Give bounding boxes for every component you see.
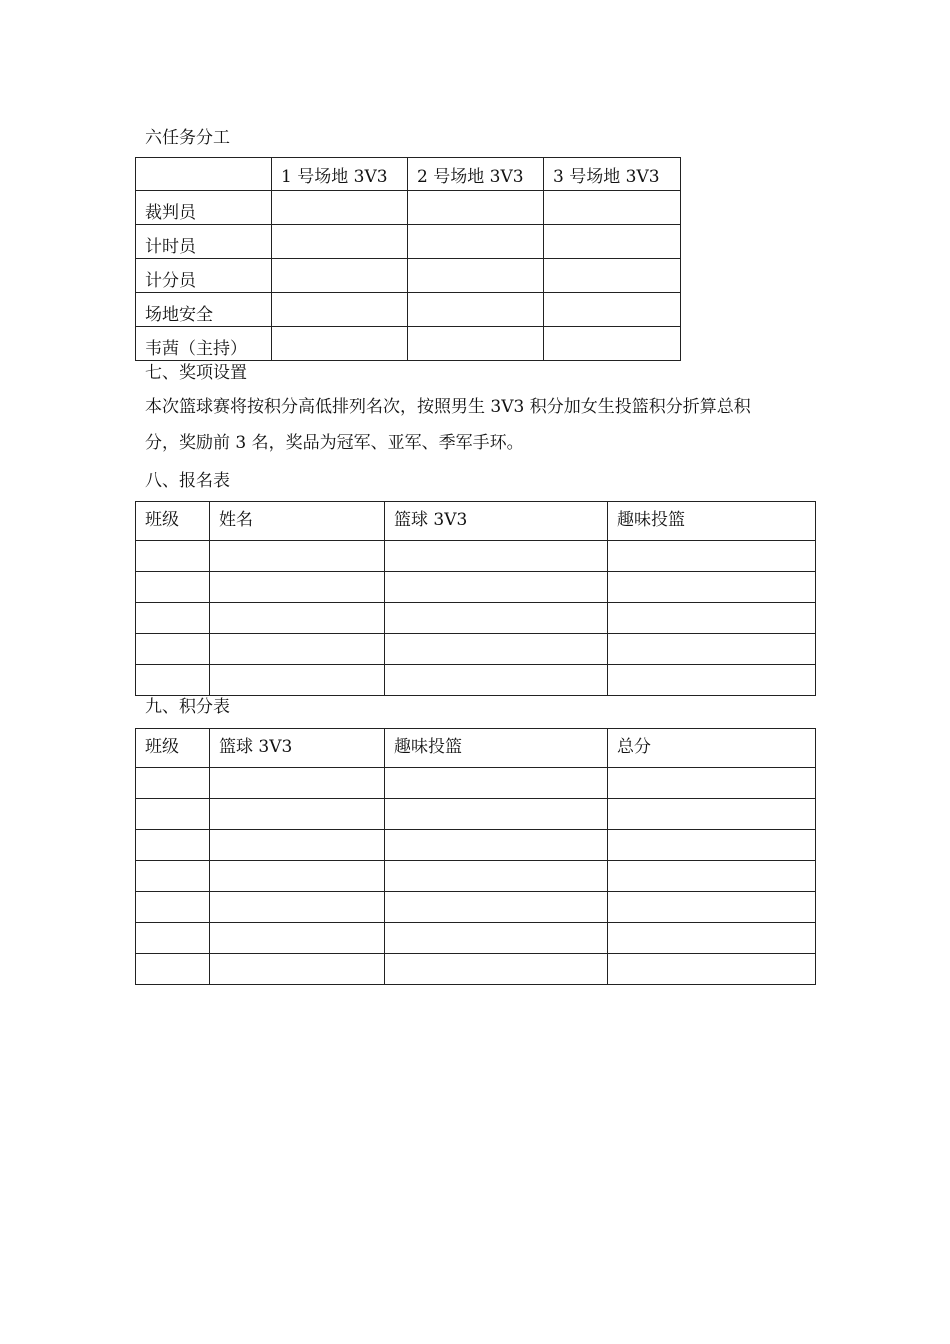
table-cell[interactable] (608, 665, 816, 696)
row-label-scorekeeper: 计分员 (136, 259, 272, 293)
table-cell[interactable] (544, 293, 681, 327)
header-cell-shooting: 趣味投篮 (608, 502, 816, 541)
table-cell[interactable] (544, 259, 681, 293)
table-row (136, 327, 681, 361)
section-7-title: 七、奖项设置 (145, 363, 247, 383)
header-cell-name: 姓名 (210, 502, 385, 541)
table-header-row (136, 729, 816, 768)
table-cell[interactable] (210, 830, 385, 861)
table-cell[interactable] (408, 225, 544, 259)
table-cell[interactable] (272, 259, 408, 293)
table-cell[interactable] (210, 892, 385, 923)
table-cell[interactable] (136, 572, 210, 603)
table-row (136, 954, 816, 985)
table-cell[interactable] (210, 799, 385, 830)
table-row (136, 634, 816, 665)
table-cell[interactable] (210, 861, 385, 892)
table-cell[interactable] (385, 541, 608, 572)
registration-table (135, 501, 816, 696)
table-cell[interactable] (608, 861, 816, 892)
table-cell[interactable] (385, 954, 608, 985)
table-row (136, 572, 816, 603)
table-row (136, 259, 681, 293)
section-6-title: 六任务分工 (145, 128, 230, 148)
table-header-row (136, 158, 681, 191)
table-row (136, 923, 816, 954)
row-label-referee: 裁判员 (136, 191, 272, 225)
header-cell-basketball: 篮球 3V3 (385, 502, 608, 541)
table-row (136, 830, 816, 861)
paragraph-line: 分，奖励前 3 名，奖品为冠军、亚军、季军手环。 (145, 433, 524, 453)
table-cell[interactable] (272, 327, 408, 361)
header-cell-class: 班级 (136, 729, 210, 768)
table-cell[interactable] (136, 954, 210, 985)
task-assignment-table (135, 157, 681, 361)
table-cell[interactable] (136, 830, 210, 861)
table-cell[interactable] (608, 892, 816, 923)
header-cell-total: 总分 (608, 729, 816, 768)
table-cell[interactable] (136, 923, 210, 954)
table-row (136, 768, 816, 799)
table-cell[interactable] (210, 572, 385, 603)
table-cell[interactable] (608, 572, 816, 603)
table-cell[interactable] (210, 541, 385, 572)
table-row (136, 861, 816, 892)
table-row (136, 603, 816, 634)
table-cell[interactable] (544, 225, 681, 259)
table-cell[interactable] (608, 768, 816, 799)
table-cell[interactable] (272, 225, 408, 259)
table-cell[interactable] (608, 830, 816, 861)
table-cell[interactable] (136, 634, 210, 665)
table-cell[interactable] (608, 603, 816, 634)
section-8-title: 八、报名表 (145, 471, 230, 491)
table-cell[interactable] (408, 259, 544, 293)
header-cell-shooting: 趣味投篮 (385, 729, 608, 768)
header-cell-field-2: 2 号场地 3V3 (408, 158, 544, 191)
table-cell[interactable] (136, 603, 210, 634)
table-cell[interactable] (408, 327, 544, 361)
table-row (136, 191, 681, 225)
table-cell[interactable] (136, 799, 210, 830)
award-paragraph (145, 389, 815, 461)
table-cell[interactable] (408, 191, 544, 225)
table-cell[interactable] (272, 191, 408, 225)
table-cell[interactable] (385, 572, 608, 603)
table-cell[interactable] (608, 799, 816, 830)
table-row (136, 293, 681, 327)
table-cell[interactable] (136, 861, 210, 892)
table-cell[interactable] (608, 634, 816, 665)
table-row (136, 225, 681, 259)
section-9-title: 九、积分表 (145, 697, 230, 717)
table-cell[interactable] (210, 665, 385, 696)
table-row (136, 799, 816, 830)
table-cell[interactable] (385, 799, 608, 830)
table-cell[interactable] (608, 954, 816, 985)
table-cell[interactable] (385, 634, 608, 665)
header-cell-field-3: 3 号场地 3V3 (544, 158, 681, 191)
row-label-timekeeper: 计时员 (136, 225, 272, 259)
table-cell[interactable] (136, 541, 210, 572)
table-cell[interactable] (136, 892, 210, 923)
header-cell-field-1: 1 号场地 3V3 (272, 158, 408, 191)
table-cell[interactable] (385, 923, 608, 954)
table-cell[interactable] (385, 665, 608, 696)
table-cell[interactable] (408, 293, 544, 327)
paragraph-line: 本次篮球赛将按积分高低排列名次，按照男生 3V3 积分加女生投篮积分折算总积 (145, 397, 751, 417)
table-cell[interactable] (385, 892, 608, 923)
table-cell[interactable] (385, 603, 608, 634)
header-cell-basketball: 篮球 3V3 (210, 729, 385, 768)
table-cell[interactable] (385, 830, 608, 861)
table-row (136, 665, 816, 696)
row-label-venue-safety: 场地安全 (136, 293, 272, 327)
table-cell[interactable] (544, 327, 681, 361)
table-cell[interactable] (210, 603, 385, 634)
table-cell[interactable] (385, 861, 608, 892)
row-label-host: 韦茜（主持） (136, 327, 272, 361)
table-cell[interactable] (608, 923, 816, 954)
table-cell[interactable] (608, 541, 816, 572)
table-cell[interactable] (136, 665, 210, 696)
table-cell[interactable] (210, 634, 385, 665)
header-cell-empty (136, 158, 272, 191)
table-cell[interactable] (210, 954, 385, 985)
table-cell[interactable] (385, 768, 608, 799)
table-cell[interactable] (136, 768, 210, 799)
table-cell[interactable] (544, 191, 681, 225)
table-row (136, 541, 816, 572)
table-cell[interactable] (272, 293, 408, 327)
table-header-row (136, 502, 816, 541)
table-cell[interactable] (210, 923, 385, 954)
score-table (135, 728, 816, 985)
table-cell[interactable] (210, 768, 385, 799)
table-row (136, 892, 816, 923)
header-cell-class: 班级 (136, 502, 210, 541)
